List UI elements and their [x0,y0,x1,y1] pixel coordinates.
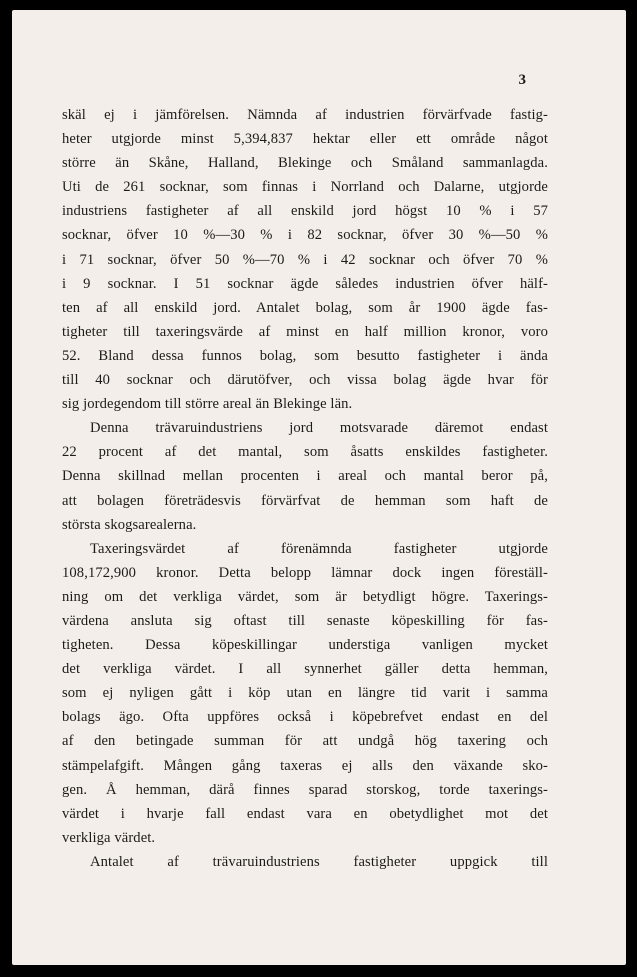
text-line: att bolagen företrädesvis förvärfvat de hemman som haft de [62,492,548,509]
text-line: heter utgjorde minst 5,394,837 hektar eller ett område något [62,131,548,148]
text-line: af den betingade summan för att undgå hög taxering och [62,733,548,750]
text-line: stämpelafgift. Mången gång taxeras ej alls den växande sko- [62,757,548,774]
text-line: 22 procent af det mantal, som åsatts enskildes fastigheter. [62,444,548,461]
text-line: Denna skillnad mellan procenten i areal och mantal beror på, [62,468,548,485]
text-line: skäl ej i jämförelsen. Nämnda af industrien förvärfvade fastig- [62,107,548,123]
text-line: ning om det verkliga värdet, som är betydligt högre. Taxerings- [62,588,548,605]
text-line: sig jordegendom till större areal än Blekinge län. [62,396,353,413]
text-line: Uti de 261 socknar, som finnas i Norrland och Dalarne, utgjorde [62,179,548,196]
text-line: Antalet af trävaruindustriens fastigheter uppgick till [90,853,548,870]
text-line: Taxeringsvärdet af förenämnda fastigheter utgjorde [90,540,548,557]
text-line: större än Skåne, Halland, Blekinge och Småland sammanlagda. [62,155,548,172]
text-line: som ej nyligen gått i köp utan en längre tid varit i samma [62,685,548,702]
page-number: 3 [518,72,526,88]
text-line: bolags ägo. Ofta uppföres också i köpebrefvet endast en del [62,709,548,726]
text-line: i 9 socknar. I 51 socknar ägde således industrien öfver hälf- [62,275,548,292]
text-line: största skogsarealerna. [62,516,197,533]
text-line: Denna trävaruindustriens jord motsvarade däremot endast [90,420,548,437]
text-line: 108,172,900 kronor. Detta belopp lämnar dock ingen föreställ- [62,564,548,581]
text-line: 52. Bland dessa funnos bolag, som besutto fastigheter i ända [62,347,548,364]
text-line: det verkliga värdet. I all synnerhet gäller detta hemman, [62,661,548,678]
text-line: värdet i hvarje fall endast vara en obetydlighet mot det [62,805,548,822]
text-line: socknar, öfver 10 %—30 % i 82 socknar, öfver 30 %—50 % [62,227,548,244]
text-line: gen. Å hemman, därå finnes sparad storskog, torde taxerings- [62,781,548,798]
text-line: verkliga värdet. [62,829,156,846]
text-line: ten af all enskild jord. Antalet bolag, som år 1900 ägde fas- [62,299,548,316]
document-page [12,10,626,965]
text-line: till 40 socknar och därutöfver, och vissa bolag ägde hvar för [62,372,548,389]
text-line: tigheter till taxeringsvärde af minst en half million kronor, voro [62,323,548,340]
text-line: tigheten. Dessa köpeskillingar understiga vanligen mycket [62,637,548,654]
text-line: värdena ansluta sig oftast till senaste köpeskilling för fas- [62,612,548,629]
text-line: industriens fastigheter af all enskild jord högst 10 % i 57 [62,203,548,220]
body-text [62,103,548,874]
text-line: i 71 socknar, öfver 50 %—70 % i 42 socknar och öfver 70 % [62,251,548,268]
